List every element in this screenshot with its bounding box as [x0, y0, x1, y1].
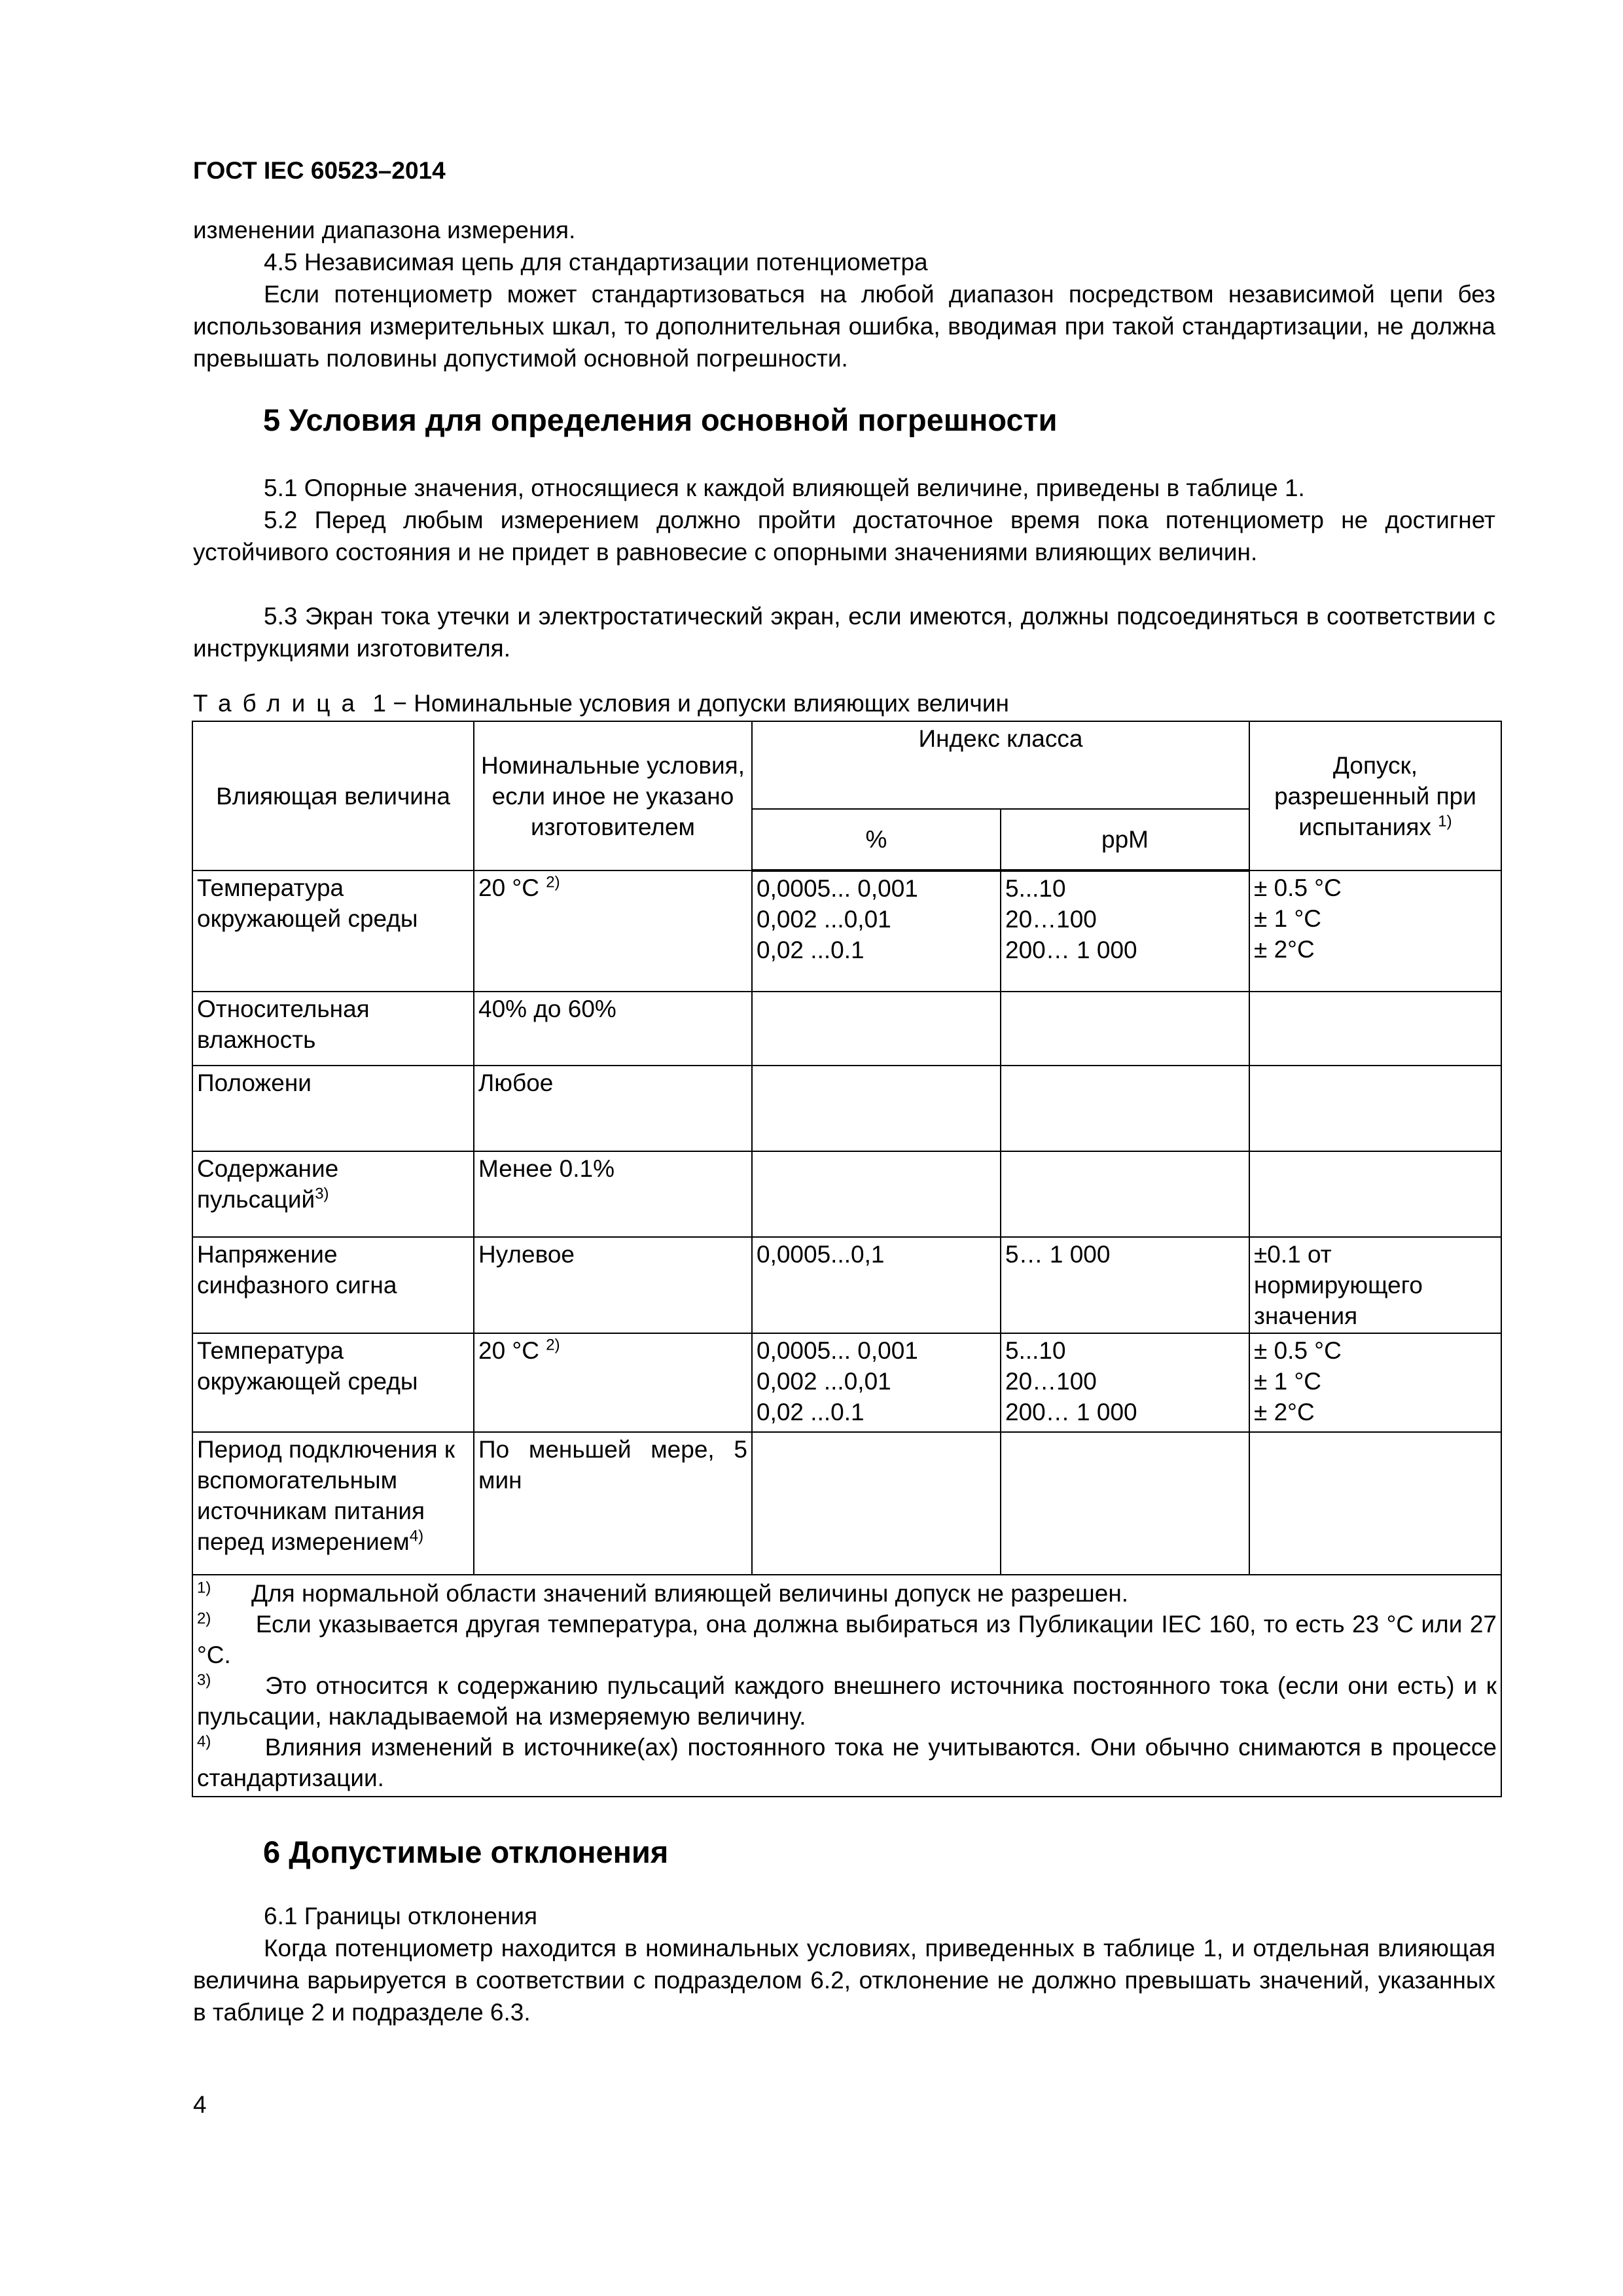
footnote-ref: 4) — [409, 1527, 424, 1545]
tolerance-value: ± 1 °С — [1254, 1368, 1321, 1395]
header-nominal: Номинальные условия, если иное не указано изготовителем — [474, 721, 752, 870]
page-number: 4 — [193, 2091, 207, 2118]
cell-ppm — [1001, 870, 1249, 992]
percent-range: 0,02 ...0.1 — [757, 937, 865, 963]
table-footnote — [197, 1578, 1497, 1609]
cell-percent — [752, 1066, 1001, 1151]
footnote-ref: 2) — [546, 873, 560, 891]
cell-quantity: Напряжение синфазного сигна — [192, 1237, 474, 1333]
ppm-range: 200… 1 000 — [1005, 937, 1137, 963]
table-row — [192, 1066, 1501, 1151]
cell-tolerance — [1249, 1151, 1501, 1237]
cell-ppm — [1001, 1151, 1249, 1237]
cell-nominal — [474, 1333, 752, 1432]
tolerance-value: ± 0.5 °С — [1254, 1337, 1342, 1364]
footnote-mark: 4) — [197, 1732, 211, 1751]
cell-percent — [752, 1151, 1001, 1237]
footnote-mark: 2) — [197, 1609, 211, 1628]
header-tolerance-note: 1) — [1438, 812, 1452, 831]
footnote-text: Влияния изменений в источнике(ах) постоянного тока не учитываются. Они обычно снимаются в процессе стандартизации. — [197, 1734, 1497, 1791]
cell-quantity: Температура окружающей среды — [192, 870, 474, 992]
ppm-range: 5...10 — [1005, 1337, 1066, 1364]
cell-ppm — [1001, 1333, 1249, 1432]
cell-nominal: Любое — [474, 1066, 752, 1151]
clause-4-5-text: Если потенциометр может стандартизоваться на любой диапазон посредством независимой цепи без использования измерительных шкал, то дополнительная ошибка, вводимая при такой стандартизации, не должна превышать половины допустимой основной погрешности. — [193, 281, 1495, 372]
table-caption-label: Таблица — [193, 690, 366, 717]
table-footnote — [197, 1732, 1497, 1793]
table-footnotes-row — [192, 1575, 1501, 1797]
cell-nominal — [474, 870, 752, 992]
table-row — [192, 1151, 1501, 1237]
cell-percent — [752, 870, 1001, 992]
clause-6-1-title: 6.1 Границы отклонения — [264, 1903, 538, 1929]
footnote-mark: 1) — [197, 1579, 211, 1597]
header-class-index: Индекс класса — [752, 721, 1249, 809]
footnote-text: Это относится к содержанию пульсаций каждого внешнего источника постоянного тока (если они есть) и к пульсации, накладываемой на измеряемую величину. — [197, 1672, 1497, 1730]
footnote-ref: 2) — [546, 1336, 560, 1354]
table-footnote — [197, 1670, 1497, 1732]
cell-nominal: 40% до 60% — [474, 992, 752, 1066]
cell-tolerance — [1249, 1432, 1501, 1575]
tolerance-value: ± 0.5 °С — [1254, 874, 1342, 901]
table-caption-dash: − — [393, 690, 407, 717]
clause-5-1: 5.1 Опорные значения, относящиеся к каждой влияющей величине, приведены в таблице 1. — [264, 475, 1305, 501]
ppm-range: 20…100 — [1005, 1368, 1097, 1395]
cell-quantity — [192, 1151, 474, 1237]
cell-nominal-text: 20 °С — [478, 1337, 539, 1364]
table-row — [192, 1333, 1501, 1432]
footnote-text: Для нормальной области значений влияющей величины допуск не разрешен. — [251, 1580, 1129, 1607]
percent-range: 0,02 ...0.1 — [757, 1399, 865, 1426]
cell-quantity: Относительная влажность — [192, 992, 474, 1066]
section-5-title: 5 Условия для определения основной погрешности — [263, 403, 1058, 437]
cell-quantity-text: Содержание пульсаций — [197, 1155, 339, 1213]
cell-ppm — [1001, 1066, 1249, 1151]
ppm-range: 5...10 — [1005, 875, 1066, 902]
percent-range: 0,0005... 0,001 — [757, 1337, 918, 1364]
table-caption-number: 1 — [372, 690, 386, 717]
cell-nominal: Менее 0.1% — [474, 1151, 752, 1237]
table-caption — [193, 690, 1009, 717]
clause-5-2: 5.2 Перед любым измерением должно пройти достаточное время пока потенциометр не достигнет устойчивого состояния и не придет в равновесие с опорными значениями влияющих величин. — [193, 507, 1495, 565]
table-footnotes — [192, 1575, 1501, 1797]
cell-percent: 0,0005...0,1 — [752, 1237, 1001, 1333]
table-row — [192, 1237, 1501, 1333]
cell-quantity-text: Период подключения к вспомогательным источникам питания перед измерением — [197, 1436, 455, 1555]
header-tolerance — [1249, 721, 1501, 870]
section-6-title: 6 Допустимые отклонения — [263, 1835, 669, 1869]
cell-tolerance — [1249, 870, 1501, 992]
table-footnote — [197, 1609, 1497, 1670]
influence-quantities-table — [192, 721, 1502, 1797]
cell-quantity — [192, 1432, 474, 1575]
cell-tolerance — [1249, 1066, 1501, 1151]
table-row — [192, 870, 1501, 992]
header-percent: % — [752, 809, 1001, 870]
header-ppm: ppM — [1001, 809, 1249, 870]
cell-percent — [752, 992, 1001, 1066]
cell-nominal-text: 20 °С — [478, 874, 539, 901]
footnote-ref: 3) — [315, 1185, 329, 1203]
cell-nominal: Нулевое — [474, 1237, 752, 1333]
footnote-text: Если указывается другая температура, она должна выбираться из Публикации IEC 160, то есть 23 °С или 27 °С. — [197, 1611, 1497, 1668]
tolerance-value: ± 2°С — [1254, 1399, 1315, 1426]
document-header: ГОСТ IEC 60523–2014 — [193, 157, 446, 184]
tolerance-value: ± 2°С — [1254, 936, 1315, 963]
cell-ppm — [1001, 992, 1249, 1066]
table-caption-text: Номинальные условия и допуски влияющих величин — [414, 690, 1009, 717]
cell-quantity: Температура окружающей среды — [192, 1333, 474, 1432]
clause-6-1-text: Когда потенциометр находится в номинальных условиях, приведенных в таблице 1, и отдельная влияющая величина варьируется в соответствии с подразделом 6.2, отклонение не должно превышать значений, указанных в таблице 2 и подразделе 6.3. — [193, 1935, 1495, 2026]
clause-4-5-title: 4.5 Независимая цепь для стандартизации потенциометра — [264, 249, 928, 276]
cell-tolerance — [1249, 992, 1501, 1066]
cell-percent — [752, 1432, 1001, 1575]
cell-quantity: Положени — [192, 1066, 474, 1151]
footnote-mark: 3) — [197, 1671, 211, 1689]
percent-range: 0,002 ...0,01 — [757, 906, 891, 933]
ppm-range: 20…100 — [1005, 906, 1097, 933]
tolerance-value: ± 1 °С — [1254, 905, 1321, 932]
cell-nominal: По меньшей мере, 5 мин — [474, 1432, 752, 1575]
ppm-range: 200… 1 000 — [1005, 1399, 1137, 1426]
intro-line: изменении диапазона измерения. — [193, 217, 576, 243]
cell-ppm: 5… 1 000 — [1001, 1237, 1249, 1333]
cell-tolerance: ±0.1 от нормирующего значения — [1249, 1237, 1501, 1333]
table-row — [192, 992, 1501, 1066]
cell-tolerance — [1249, 1333, 1501, 1432]
header-tolerance-text: Допуск, разрешенный при испытаниях — [1274, 751, 1476, 840]
percent-range: 0,002 ...0,01 — [757, 1368, 891, 1395]
cell-percent — [752, 1333, 1001, 1432]
percent-range: 0,0005... 0,001 — [757, 875, 918, 902]
clause-5-3: 5.3 Экран тока утечки и электростатический экран, если имеются, должны подсоединяться в соответствии с инструкциями изготовителя. — [193, 603, 1495, 662]
cell-ppm — [1001, 1432, 1249, 1575]
table-row — [192, 1432, 1501, 1575]
header-quantity: Влияющая величина — [192, 721, 474, 870]
